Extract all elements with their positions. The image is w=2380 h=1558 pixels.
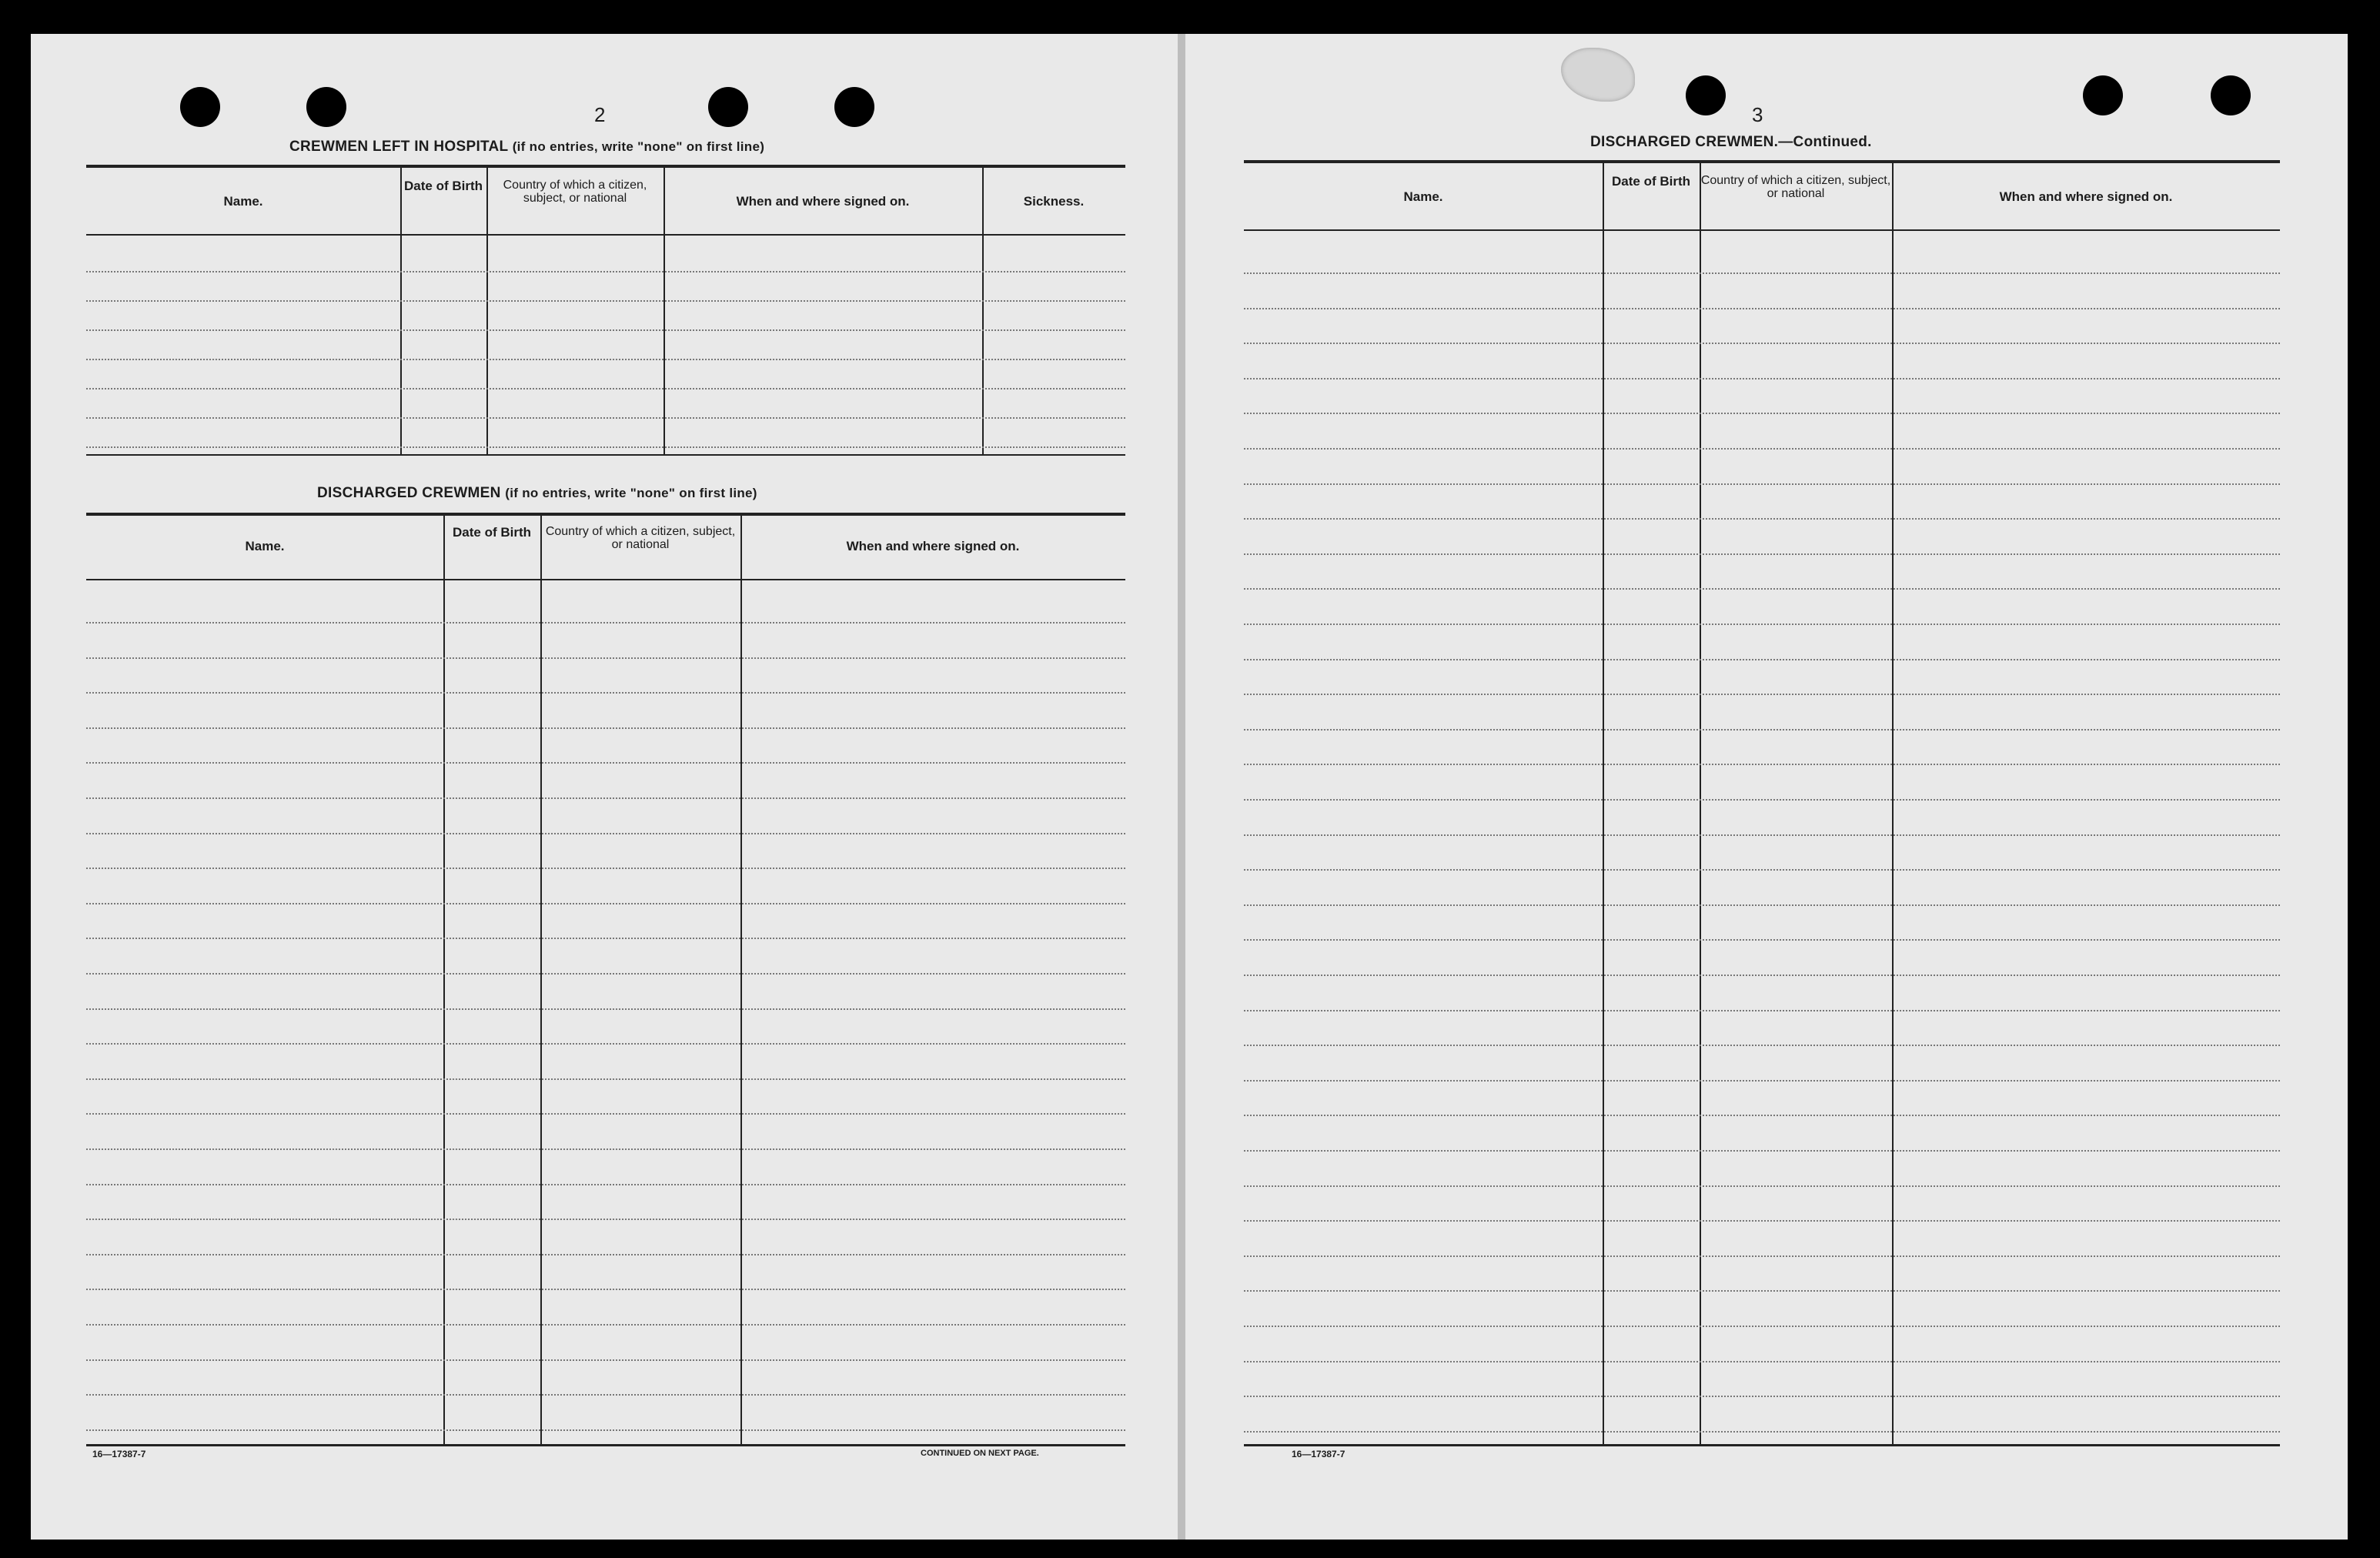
left-form-number: 16—17387-7 xyxy=(92,1449,146,1459)
ruled-line xyxy=(86,446,1125,448)
column-divider xyxy=(1892,163,1894,1444)
ruled-line xyxy=(86,1043,1125,1045)
discharged-section-title xyxy=(317,485,757,502)
column-divider xyxy=(740,516,742,1444)
ruled-line xyxy=(86,1359,1125,1361)
ruled-line xyxy=(86,300,1125,302)
ruled-line xyxy=(86,1148,1125,1150)
ruled-line xyxy=(86,622,1125,624)
left-page xyxy=(31,34,1178,1540)
column-header: When and where signed on. xyxy=(736,194,910,209)
column-header: Name. xyxy=(245,539,285,553)
ruled-line xyxy=(1244,518,2280,520)
discharged-header-rule xyxy=(86,579,1125,580)
column-divider xyxy=(486,168,488,454)
ruled-line xyxy=(1244,975,2280,976)
punch-hole xyxy=(2083,75,2123,115)
ruled-line xyxy=(1244,588,2280,590)
punch-hole xyxy=(2211,75,2251,115)
ruled-line xyxy=(86,1184,1125,1185)
punch-hole xyxy=(306,87,346,127)
hospital-note: (if no entries, write "none" on first line) xyxy=(512,139,765,154)
ruled-line xyxy=(1244,308,2280,309)
discharged-note: (if no entries, write "none" on first line) xyxy=(505,486,757,500)
ruled-line xyxy=(86,692,1125,694)
column-divider xyxy=(982,168,984,454)
ruled-line xyxy=(1244,448,2280,450)
ruled-line xyxy=(1244,1396,2280,1397)
right-top-rule xyxy=(1244,160,2280,163)
page-number: 2 xyxy=(594,103,606,126)
ruled-line xyxy=(1244,834,2280,836)
ruled-line xyxy=(1244,1185,2280,1187)
hospital-header-rule xyxy=(86,234,1125,236)
column-header: Country of which a citizen, subject, or national xyxy=(503,179,647,205)
ruled-line xyxy=(1244,624,2280,625)
punch-hole xyxy=(834,87,874,127)
column-header: Date of Birth xyxy=(453,525,531,540)
ruled-line xyxy=(86,1078,1125,1080)
ruled-line xyxy=(1244,1326,2280,1327)
page-number: 3 xyxy=(1752,103,1763,126)
punch-hole xyxy=(180,87,220,127)
ruled-line xyxy=(86,1394,1125,1396)
ruled-line xyxy=(86,1113,1125,1115)
column-divider xyxy=(664,168,665,454)
punch-hole xyxy=(708,87,748,127)
ruled-line xyxy=(86,903,1125,904)
ruled-line xyxy=(1244,1080,2280,1082)
ruled-line xyxy=(1244,413,2280,414)
right-header-rule xyxy=(1244,229,2280,231)
ruled-line xyxy=(1244,378,2280,379)
ruled-line xyxy=(86,388,1125,390)
ruled-line xyxy=(1244,1010,2280,1011)
column-header: Country of which a citizen, subject, or national xyxy=(545,525,736,551)
ruled-line xyxy=(86,833,1125,834)
column-header: Date of Birth xyxy=(1612,174,1690,189)
punch-hole xyxy=(1686,75,1726,115)
hospital-bottom-rule xyxy=(86,454,1125,456)
ruled-line xyxy=(1244,343,2280,344)
hospital-title: CREWMEN LEFT IN HOSPITAL xyxy=(289,139,509,155)
column-divider xyxy=(1700,163,1701,1444)
page-gutter xyxy=(1178,34,1185,1540)
ruled-line xyxy=(86,1429,1125,1431)
ruled-line xyxy=(1244,1255,2280,1257)
column-header: Name. xyxy=(223,194,263,209)
right-form-number: 16—17387-7 xyxy=(1292,1449,1345,1459)
ruled-line xyxy=(1244,764,2280,765)
ruled-line xyxy=(1244,904,2280,906)
column-header: When and where signed on. xyxy=(846,539,1020,553)
ruled-line xyxy=(1244,483,2280,485)
ruled-line xyxy=(1244,869,2280,871)
hospital-top-rule xyxy=(86,165,1125,168)
ruled-line xyxy=(86,938,1125,939)
ruled-line xyxy=(86,1289,1125,1290)
ruled-line xyxy=(86,1324,1125,1326)
right-page xyxy=(1185,34,2348,1540)
ruled-line xyxy=(86,727,1125,729)
ruled-line xyxy=(86,1219,1125,1220)
column-header: Sickness. xyxy=(1023,194,1085,209)
ruled-line xyxy=(86,359,1125,360)
ruled-line xyxy=(86,1008,1125,1010)
ruled-line xyxy=(86,271,1125,272)
column-divider xyxy=(400,168,402,454)
column-divider xyxy=(443,516,445,1444)
ruled-line xyxy=(86,417,1125,419)
discharged-bottom-rule xyxy=(86,1444,1125,1446)
discharged-top-rule xyxy=(86,513,1125,516)
continued-note: CONTINUED ON NEXT PAGE. xyxy=(921,1449,1039,1458)
ruled-line xyxy=(86,329,1125,331)
column-header: When and where signed on. xyxy=(1999,189,2173,204)
right-bottom-rule xyxy=(1244,1444,2280,1446)
hospital-section-title xyxy=(289,139,764,155)
ruled-line xyxy=(86,973,1125,975)
column-divider xyxy=(540,516,542,1444)
ruled-line xyxy=(1244,799,2280,801)
column-divider xyxy=(1603,163,1604,1444)
column-header: Country of which a citizen, subject, or national xyxy=(1700,174,1891,200)
ruled-line xyxy=(1244,553,2280,555)
ruled-line xyxy=(86,1254,1125,1255)
ruled-line xyxy=(1244,1431,2280,1433)
ruled-line xyxy=(86,797,1125,799)
ruled-line xyxy=(1244,729,2280,731)
ruled-line xyxy=(1244,1115,2280,1116)
ruled-line xyxy=(1244,1361,2280,1362)
ruled-line xyxy=(1244,659,2280,660)
discharged-continued-title: DISCHARGED CREWMEN.—Continued. xyxy=(1590,134,1872,150)
ruled-line xyxy=(86,657,1125,659)
column-header: Date of Birth xyxy=(404,179,483,193)
ruled-line xyxy=(86,868,1125,869)
ruled-line xyxy=(1244,1220,2280,1222)
column-header: Name. xyxy=(1403,189,1443,204)
ruled-line xyxy=(1244,1290,2280,1292)
discharged-title: DISCHARGED CREWMEN xyxy=(317,485,501,501)
ruled-line xyxy=(86,762,1125,764)
ruled-line xyxy=(1244,1045,2280,1046)
ruled-line xyxy=(1244,939,2280,941)
ruled-line xyxy=(1244,694,2280,695)
ruled-line xyxy=(1244,272,2280,274)
ruled-line xyxy=(1244,1150,2280,1152)
